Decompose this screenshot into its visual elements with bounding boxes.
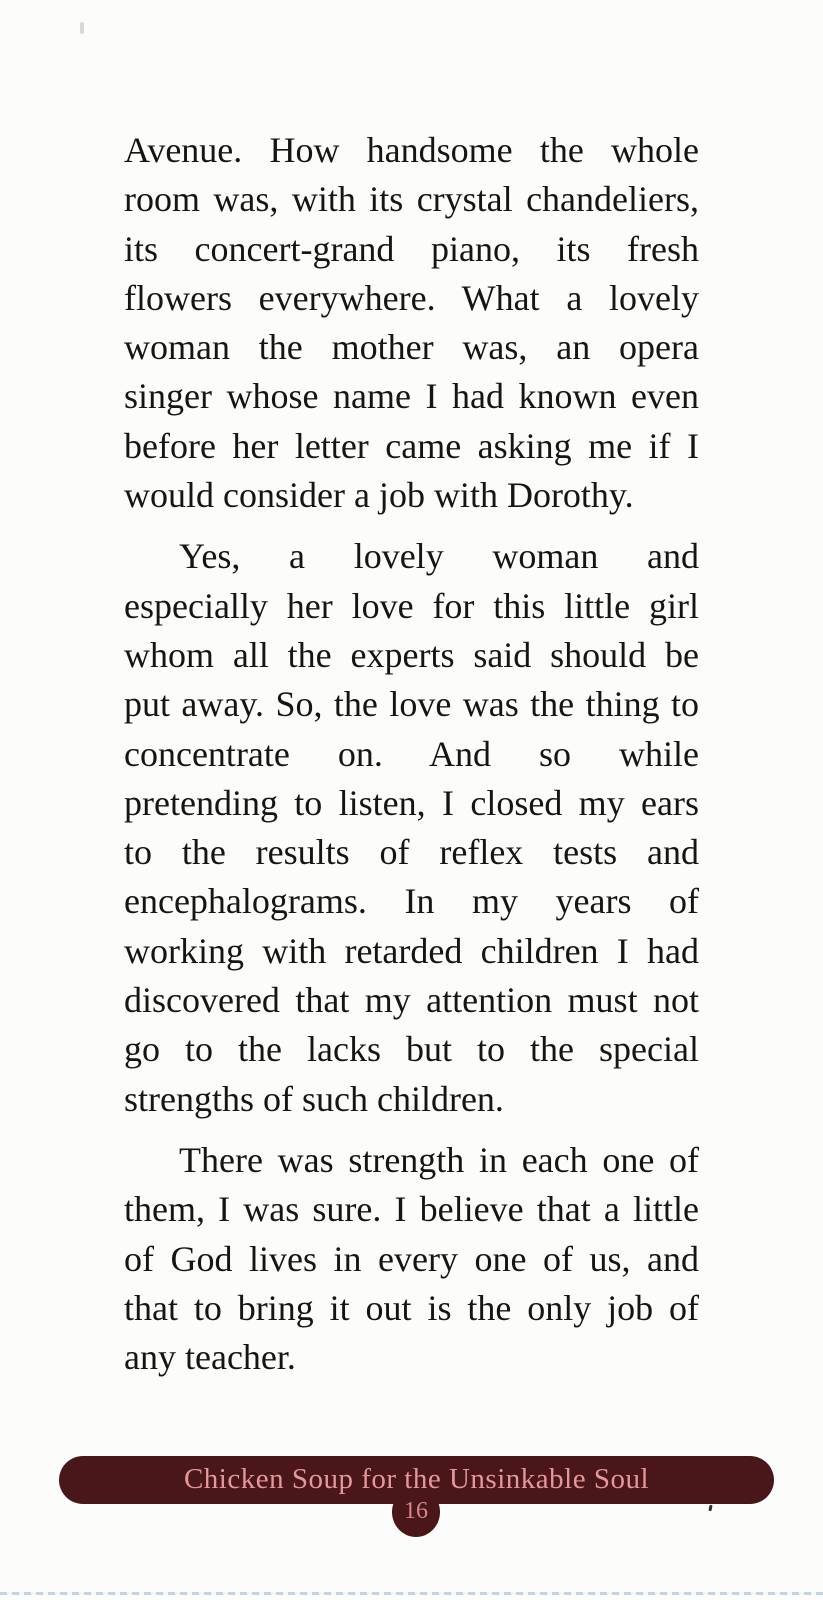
text-line: room was, with its crystal chandeliers, (124, 179, 699, 220)
text-line: flowers everywhere. What a lovely (124, 277, 699, 318)
text-line: woman the mother was, an opera (124, 327, 699, 368)
scan-artifact-line (0, 1592, 823, 1595)
paragraph (124, 126, 699, 520)
text-line: There was strength in each one of (179, 1139, 699, 1180)
text-line: strengths of such children. (124, 1078, 504, 1119)
text-line: especially her love for this little girl (124, 585, 699, 626)
text-line: would consider a job with Dorothy. (124, 475, 634, 516)
text-line: discovered that my attention must not (124, 980, 699, 1021)
text-line: Yes, a lovely woman and (179, 536, 699, 577)
text-line: them, I was sure. I believe that a little (124, 1189, 699, 1230)
text-line: singer whose name I had known even (124, 376, 699, 417)
text-line: Avenue. How handsome the whole (124, 130, 699, 170)
text-line: of God lives in every one of us, and (124, 1238, 699, 1279)
text-line: put away. So, the love was the thing to (124, 684, 699, 725)
text-line: that to bring it out is the only job of (124, 1287, 699, 1328)
scan-speck (708, 1505, 712, 1511)
text-line: pretending to listen, I closed my ears (124, 782, 699, 823)
text-line: whom all the experts said should be (124, 634, 699, 675)
text-line: its concert-grand piano, its fresh (124, 228, 699, 269)
text-line: go to the lacks but to the special (124, 1029, 699, 1070)
text-line: working with retarded children I had (124, 930, 699, 971)
text-line: before her letter came asking me if I (124, 425, 699, 466)
text-line: encephalograms. In my years of (124, 881, 699, 922)
scan-speck (80, 22, 84, 34)
paragraph (124, 1136, 699, 1382)
text-line: to the results of reflex tests and (124, 832, 699, 873)
text-line: any teacher. (124, 1337, 296, 1378)
paragraph (124, 532, 699, 1124)
book-title: Chicken Soup for the Unsinkable Soul (183, 1462, 650, 1495)
text-block (124, 126, 699, 1382)
text-line: concentrate on. And so while (124, 733, 699, 774)
page-number: 16 (404, 1498, 428, 1524)
